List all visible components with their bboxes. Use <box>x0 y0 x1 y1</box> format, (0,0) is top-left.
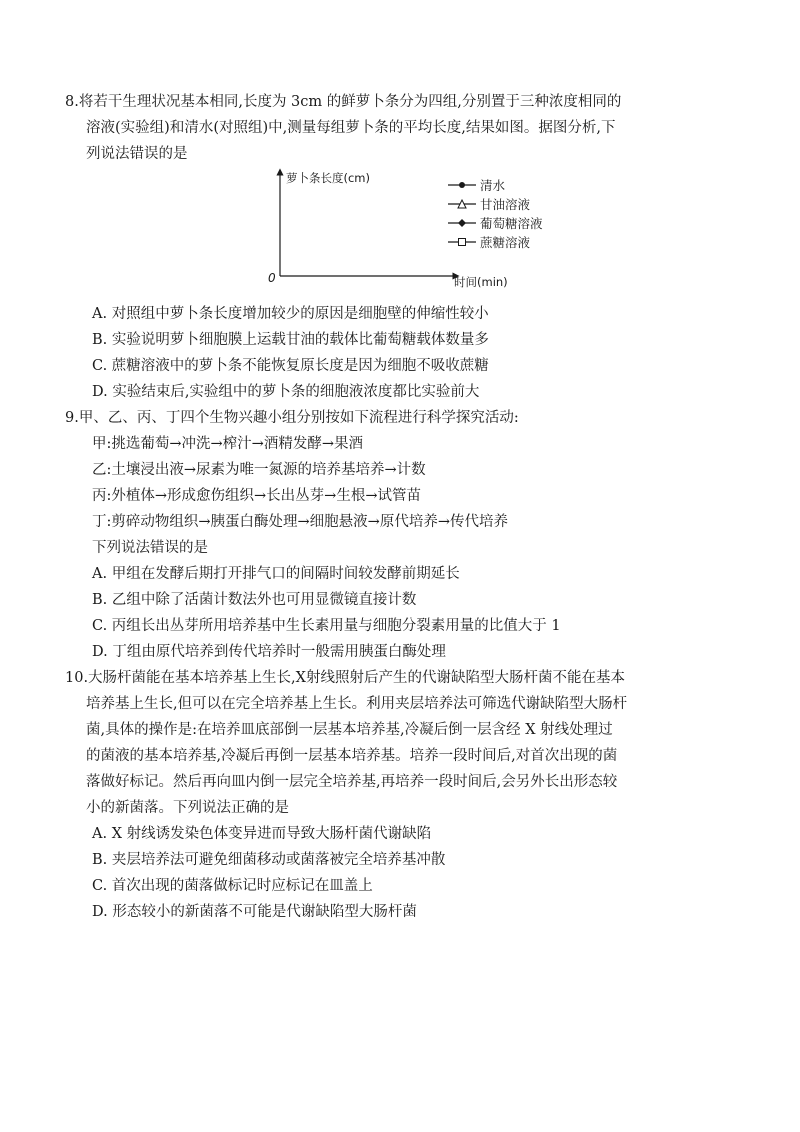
legend-label-sucrose: 蔗糖溶液 <box>479 235 530 250</box>
q10-option-a: A. X 射线诱发染色体变异进而导致大肠杆菌代谢缺陷 <box>92 826 432 842</box>
x-axis-label: 时间(min) <box>454 275 508 289</box>
filled-circle-marker-icon <box>448 180 476 190</box>
q9-prompt: 下列说法错误的是 <box>92 540 208 556</box>
q10-stem-line-6: 小的新菌落。下列说法正确的是 <box>86 800 289 816</box>
open-square-marker-icon <box>448 237 476 247</box>
q9-flow-yi: 乙:土壤浸出液→尿素为唯一氮源的培养基培养→计数 <box>92 462 426 478</box>
q9-option-c: C. 丙组长出丛芽所用培养基中生长素用量与细胞分裂素用量的比值大于 1 <box>92 618 561 634</box>
q10-stem-line-2: 培养基上生长,但可以在完全培养基上生长。利用夹层培养法可筛选代谢缺陷型大肠杆 <box>86 696 628 712</box>
q9-option-a: A. 甲组在发酵后期打开排气口的间隔时间较发酵前期延长 <box>92 566 460 582</box>
y-axis-label: 萝卜条长度(cm) <box>286 171 370 185</box>
legend-item-sucrose <box>448 233 543 252</box>
filled-diamond-marker-icon <box>448 218 476 228</box>
q10-stem-line-4: 的菌液的基本培养基,冷凝后再倒一层基本培养基。培养一段时间后,对首次出现的菌 <box>86 748 618 764</box>
legend-item-water <box>448 176 543 195</box>
q8-option-a: A. 对照组中萝卜条长度增加较少的原因是细胞壁的伸缩性较小 <box>92 306 489 322</box>
q9-stem: 9.甲、乙、丙、丁四个生物兴趣小组分别按如下流程进行科学探究活动: <box>65 410 519 426</box>
q9-option-b: B. 乙组中除了活菌计数法外也可用显微镜直接计数 <box>92 592 417 608</box>
legend-item-glycerol <box>448 195 543 214</box>
legend-label-glucose: 葡萄糖溶液 <box>479 216 543 231</box>
q8-option-d: D. 实验结束后,实验组中的萝卜条的细胞液浓度都比实验前大 <box>92 384 480 400</box>
q8-option-c: C. 蔗糖溶液中的萝卜条不能恢复原长度是因为细胞不吸收蔗糖 <box>92 358 489 374</box>
legend-label-glycerol: 甘油溶液 <box>479 197 530 212</box>
q10-option-d: D. 形态较小的新菌落不可能是代谢缺陷型大肠杆菌 <box>92 904 417 920</box>
open-triangle-marker-icon <box>448 199 476 209</box>
q9-flow-ding: 丁:剪碎动物组织→胰蛋白酶处理→细胞悬液→原代培养→传代培养 <box>92 514 508 530</box>
q10-stem-line-5: 落做好标记。然后再向皿内倒一层完全培养基,再培养一段时间后,会另外长出形态较 <box>86 774 618 790</box>
q9-flow-bing: 丙:外植体→形成愈伤组织→长出丛芽→生根→试管苗 <box>92 488 421 504</box>
q10-option-c: C. 首次出现的菌落做标记时应标记在皿盖上 <box>92 878 373 894</box>
q8-stem-line-3: 列说法错误的是 <box>86 146 188 162</box>
q10-stem-line-1: 10.大肠杆菌能在基本培养基上生长,X射线照射后产生的代谢缺陷型大肠杆菌不能在基本 <box>65 670 625 686</box>
legend-label-water: 清水 <box>479 178 505 193</box>
q10-stem-line-3: 菌,具体的操作是:在培养皿底部倒一层基本培养基,冷凝后倒一层含经 X 射线处理过 <box>86 722 613 738</box>
legend-item-glucose <box>448 214 543 233</box>
q9-option-d: D. 丁组由原代培养到传代培养时一般需用胰蛋白酶处理 <box>92 644 446 660</box>
q8-option-b: B. 实验说明萝卜细胞膜上运载甘油的载体比葡萄糖载体数量多 <box>92 332 489 348</box>
q10-option-b: B. 夹层培养法可避免细菌移动或菌落被完全培养基冲散 <box>92 852 446 868</box>
q9-flow-jia: 甲:挑选葡萄→冲洗→榨汁→酒精发酵→果酒 <box>92 436 363 452</box>
q8-stem-line-1: 8.将若干生理状况基本相同,长度为 3cm 的鲜萝卜条分为四组,分别置于三种浓度相同的 <box>65 94 622 110</box>
origin-label: 0 <box>268 271 276 285</box>
q8-stem-line-2: 溶液(实验组)和清水(对照组)中,测量每组萝卜条的平均长度,结果如图。据图分析,下 <box>86 120 616 136</box>
chart-legend <box>448 176 543 252</box>
